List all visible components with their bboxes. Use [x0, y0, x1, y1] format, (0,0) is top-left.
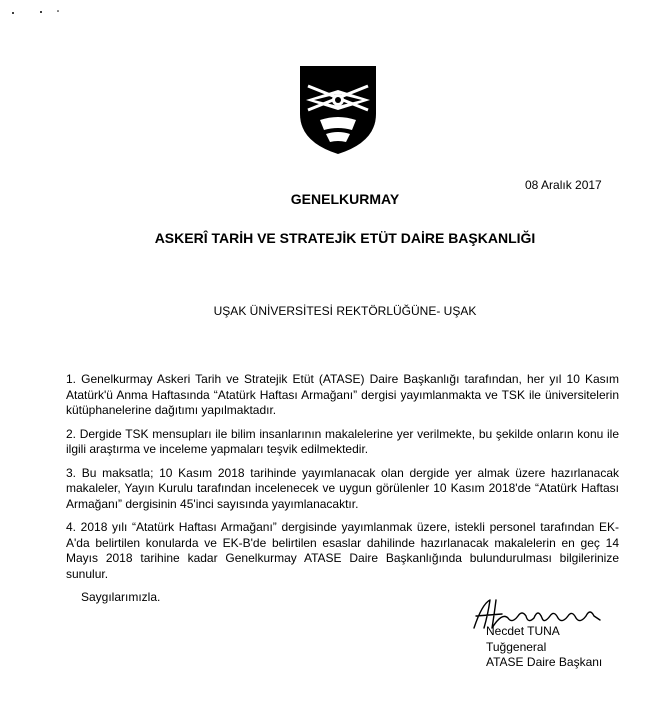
closing-salutation: Saygılarımızla.	[81, 590, 161, 604]
signatory-name: Necdet TUNA	[486, 624, 560, 638]
paragraph-2: 2. Dergide TSK mensupları ile bilim insanlarının makalelerine yer verilmekte, bu şekilde onların konu ile ilgili araştırma ve inceleme yapmaları teşvik edilmektedir.	[66, 426, 619, 456]
scan-speck-marks	[0, 0, 80, 20]
paragraph-4: 4. 2018 yılı “Atatürk Haftası Armağanı” dergisinde yayımlanmak üzere, istekli personel tarafından EK-A'da belirtilen konularda ve EK-B'de belirtilen esaslar dahilinde hazırlanacak makalelerin en geç 14 Mayıs 2018 tarihine kadar Genelkurmay ATASE Daire Başkanlığında bulundurulması bilgilerinize sunulur.	[66, 520, 619, 581]
letter-body	[66, 372, 619, 606]
organization-name: GENELKURMAY	[290, 191, 400, 207]
document-date: 08 Aralık 2017	[525, 178, 602, 192]
paragraph-3: 3. Bu maksatla; 10 Kasım 2018 tarihinde yayımlanacak olan dergide yer almak üzere hazırlanacak makaleler, Yayın Kurulu tarafından incelenecek ve uygun görülenler 10 Kasım 2018'de “Atatürk Haftası Armağanı” dergisinin 45'inci sayısında yayımlanacaktır.	[66, 465, 619, 511]
signatory-rank: Tuğgeneral	[486, 639, 547, 654]
armed-forces-crest-icon	[298, 64, 378, 156]
signatory-title: ATASE Daire Başkanı	[486, 655, 603, 669]
department-name: ASKERÎ TARİH VE STRATEJİK ETÜT DAİRE BAŞKANLIĞI	[154, 230, 536, 246]
recipient-line: UŞAK ÜNİVERSİTESİ REKTÖRLÜĞÜNE- UŞAK	[213, 304, 477, 318]
paragraph-1: 1. Genelkurmay Askeri Tarih ve Stratejik Etüt (ATASE) Daire Başkanlığı tarafından, her yıl 10 Kasım Atatürk'ü Anma Haftasında “Atatürk Haftası Armağanı” dergisi yayımlanmakta ve TSK ile üniversitelerin kütüphanelerine dağıtımı yapılmaktadır.	[66, 372, 619, 417]
signatory-details	[486, 624, 602, 671]
